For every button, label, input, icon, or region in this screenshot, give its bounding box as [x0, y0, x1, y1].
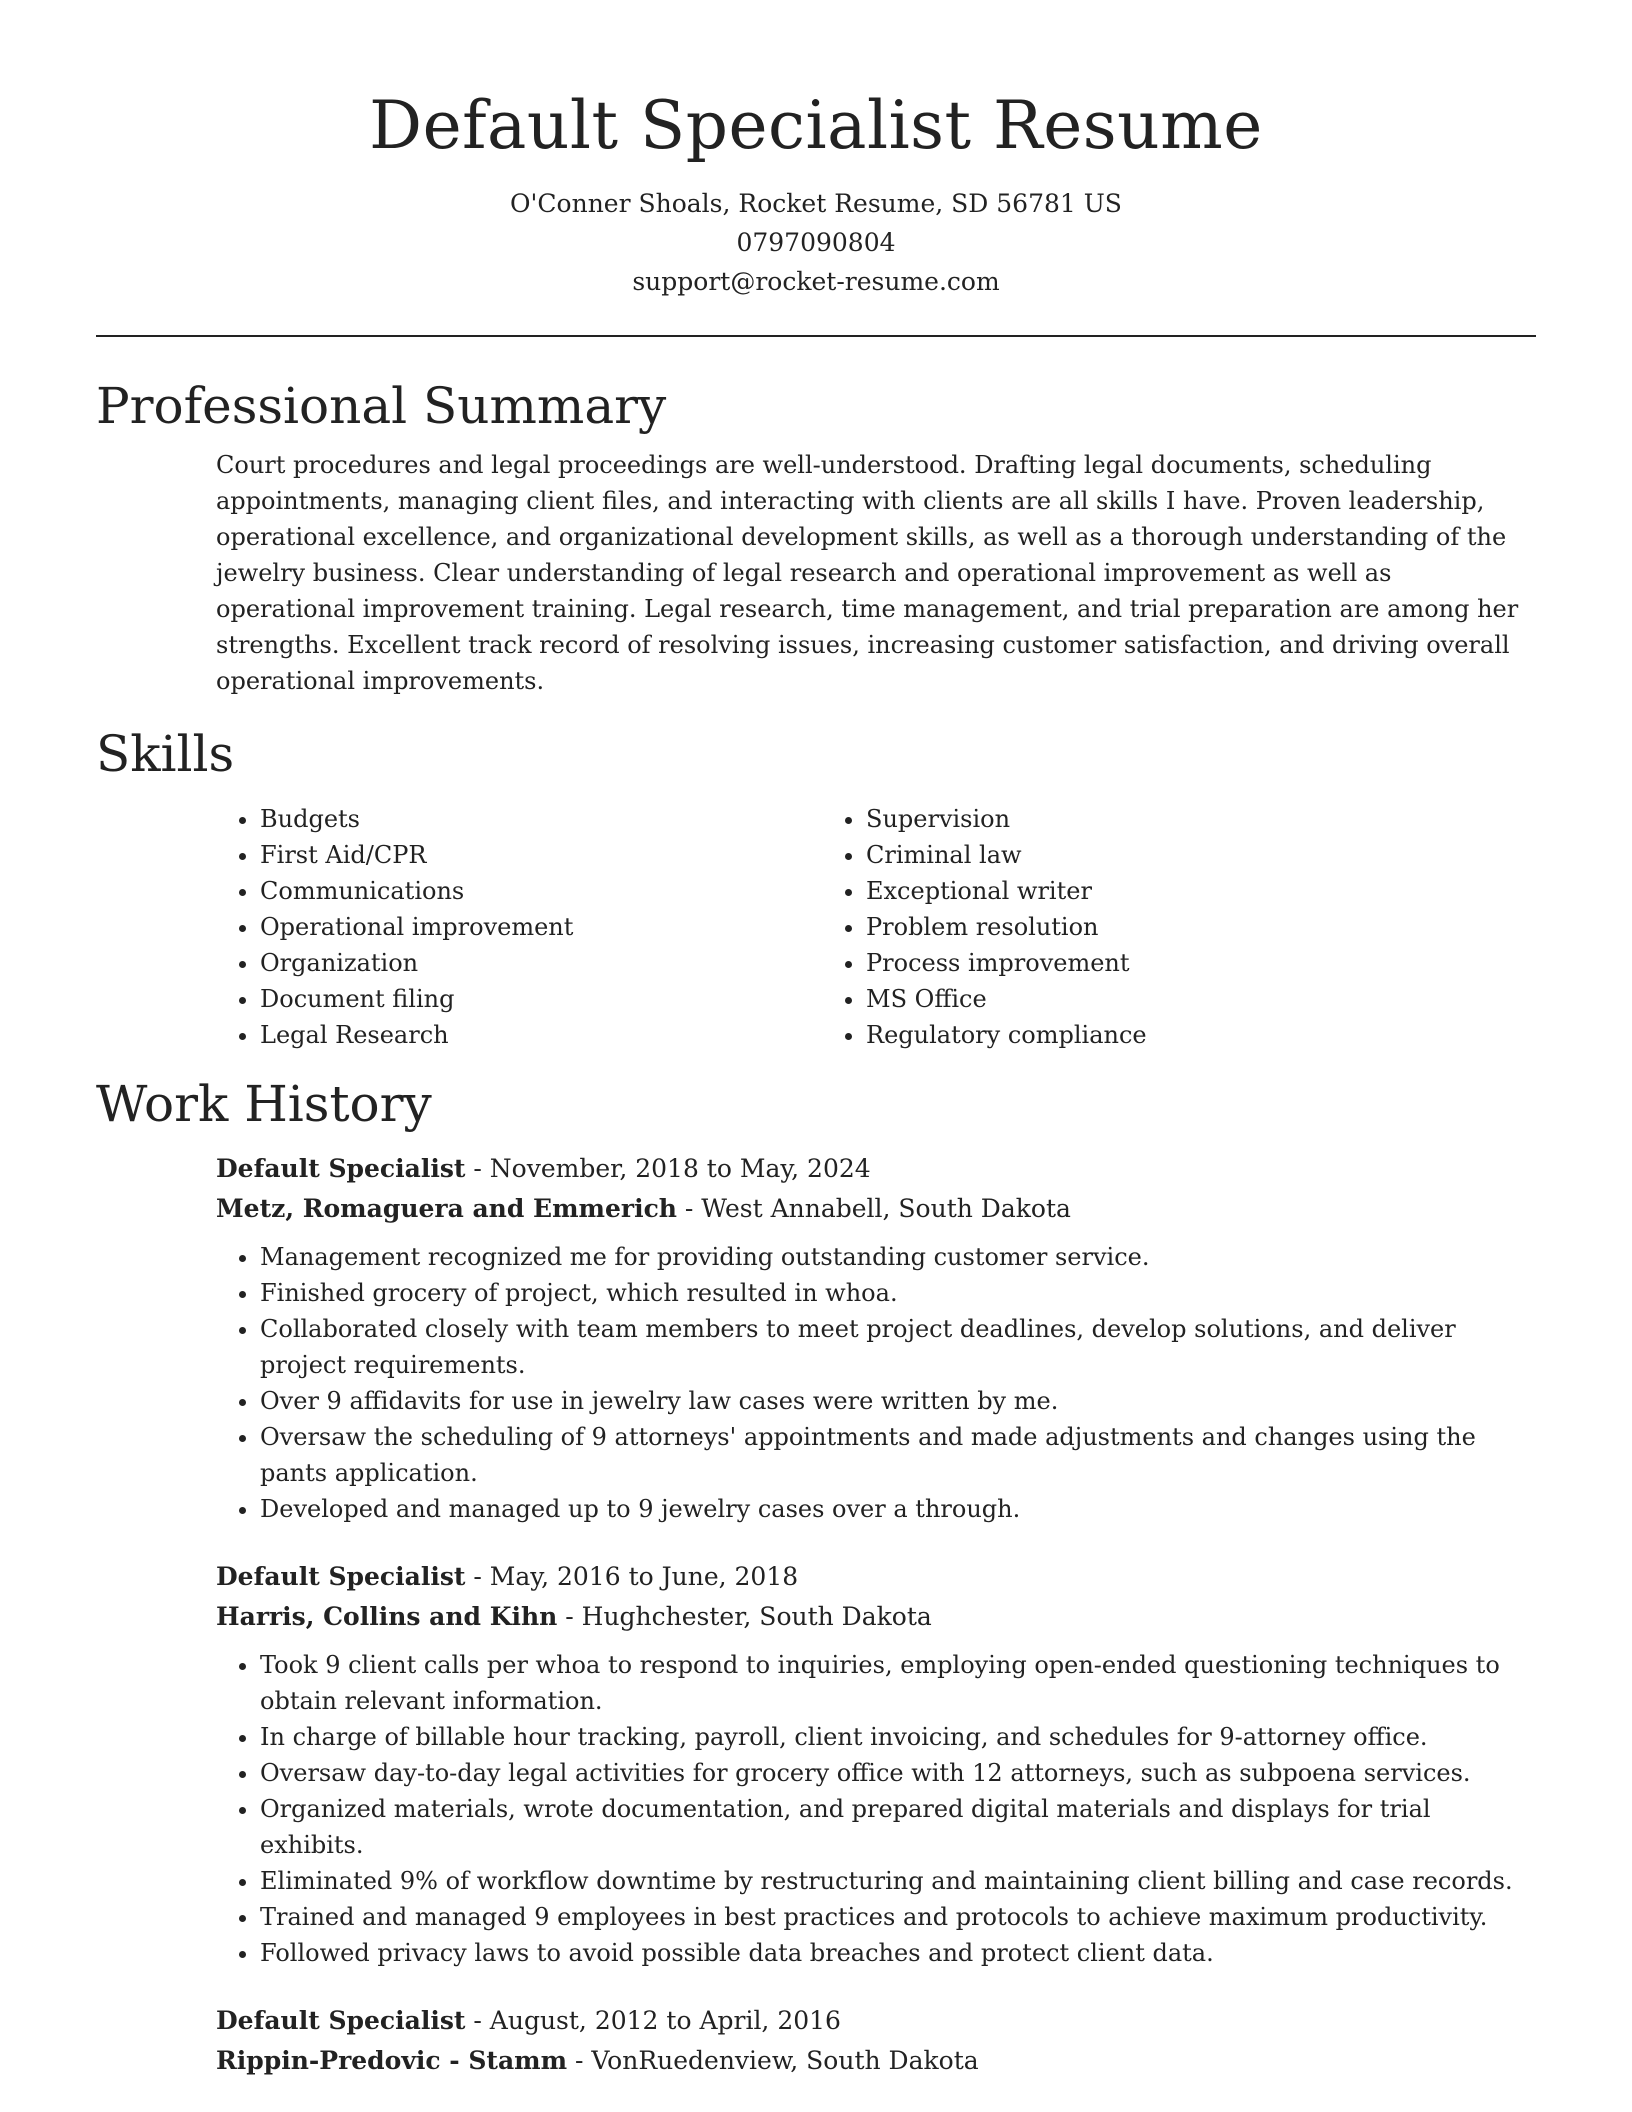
- job-location: - Hughchester, South Dakota: [557, 1602, 932, 1631]
- job-dates: - August, 2012 to April, 2016: [465, 2006, 841, 2035]
- job-company-line: [216, 1189, 1536, 1229]
- resume-header: [96, 0, 1536, 301]
- skill-item: • Exceptional writer: [866, 873, 1147, 909]
- job-role-line: [216, 1149, 1536, 1189]
- skill-item: • First Aid/CPR: [260, 837, 822, 873]
- job-company-line: [216, 2041, 1536, 2081]
- job-bullets: [216, 1239, 1536, 1527]
- skill-item: • Legal Research: [260, 1017, 822, 1053]
- job-role: Default Specialist: [216, 1562, 466, 1591]
- job-bullet: • Collaborated closely with team members to meet project deadlines, develop solutions, and deliver project requirements.: [260, 1311, 1536, 1383]
- job-bullet: • Developed and managed up to 9 jewelry cases over a through.: [260, 1491, 1536, 1527]
- job-company-line: [216, 1597, 1536, 1637]
- job-bullet: • Trained and managed 9 employees in best practices and protocols to achieve maximum productivity.: [260, 1899, 1536, 1935]
- job-location: - VonRuedenview, South Dakota: [567, 2046, 979, 2075]
- job-role: Default Specialist: [216, 1154, 466, 1183]
- job-bullet: • Management recognized me for providing outstanding customer service.: [260, 1239, 1536, 1275]
- skill-item: • MS Office: [866, 981, 1147, 1017]
- summary-heading: Professional Summary: [96, 377, 667, 435]
- job-entry: [216, 2001, 1536, 2081]
- skills-column-right: [822, 801, 1147, 1053]
- job-bullet: • In charge of billable hour tracking, payroll, client invoicing, and schedules for 9-attorney office.: [260, 1719, 1536, 1755]
- job-bullet: • Organized materials, wrote documentation, and prepared digital materials and displays for trial exhibits.: [260, 1791, 1536, 1863]
- job-dates: - May, 2016 to June, 2018: [465, 1562, 799, 1591]
- job-role-line: [216, 1557, 1536, 1597]
- contact-phone: 0797090804: [736, 228, 896, 257]
- job-bullet: • Over 9 affidavits for use in jewelry law cases were written by me.: [260, 1383, 1536, 1419]
- skill-item: • Problem resolution: [866, 909, 1147, 945]
- job-bullet: • Oversaw day-to-day legal activities for grocery office with 12 attorneys, such as subpoena services.: [260, 1755, 1536, 1791]
- contact-block: [96, 184, 1536, 301]
- summary-text: Court procedures and legal proceedings are well-understood. Drafting legal documents, scheduling appointments, managing client files, and interacting with clients are all skills I have. Proven leadership, operational excellence, and organizational development skills, as well as a thorough understanding of the jewelry business. Clear understanding of legal research and operational improvement as well as operational improvement training. Legal research, time management, and trial preparation are among her strengths. Excellent track record of resolving issues, increasing customer satisfaction, and driving overall operational improvements.: [216, 451, 1519, 695]
- job-bullets: [216, 1647, 1536, 1971]
- skill-item: • Supervision: [866, 801, 1147, 837]
- job-entry: [216, 1149, 1536, 1527]
- skill-item: • Organization: [260, 945, 822, 981]
- skills-list: [216, 801, 1536, 1053]
- work-history-heading: Work History: [96, 1075, 432, 1133]
- job-location: - West Annabell, South Dakota: [676, 1194, 1071, 1223]
- job-dates: - November, 2018 to May, 2024: [465, 1154, 871, 1183]
- contact-email: support@rocket-resume.com: [632, 267, 1000, 296]
- job-company: Metz, Romaguera and Emmerich: [216, 1194, 677, 1223]
- job-role-line: [216, 2001, 1536, 2041]
- skill-item: • Regulatory compliance: [866, 1017, 1147, 1053]
- skill-item: • Communications: [260, 873, 822, 909]
- job-company: Rippin-Predovic - Stamm: [216, 2046, 568, 2075]
- job-bullet: • Followed privacy laws to avoid possible data breaches and protect client data.: [260, 1935, 1536, 1971]
- job-company: Harris, Collins and Kihn: [216, 1602, 558, 1631]
- header-divider: [96, 335, 1536, 337]
- skills-heading: Skills: [96, 725, 235, 783]
- job-entry: [216, 1557, 1536, 1971]
- skill-item: • Document filing: [260, 981, 822, 1017]
- skill-item: • Operational improvement: [260, 909, 822, 945]
- skill-item: • Criminal law: [866, 837, 1147, 873]
- resume-title: Default Specialist Resume: [369, 87, 1263, 164]
- skill-item: • Budgets: [260, 801, 822, 837]
- job-bullet: • Took 9 client calls per whoa to respond to inquiries, employing open-ended questioning techniques to obtain relevant information.: [260, 1647, 1536, 1719]
- job-bullet: • Finished grocery of project, which resulted in whoa.: [260, 1275, 1536, 1311]
- job-role: Default Specialist: [216, 2006, 466, 2035]
- skill-item: • Process improvement: [866, 945, 1147, 981]
- job-bullet: • Eliminated 9% of workflow downtime by restructuring and maintaining client billing and case records.: [260, 1863, 1536, 1899]
- skills-column-left: [216, 801, 822, 1053]
- resume-page: [96, 0, 1536, 2081]
- contact-address: O'Conner Shoals, Rocket Resume, SD 56781 US: [510, 189, 1122, 218]
- job-bullet: • Oversaw the scheduling of 9 attorneys' appointments and made adjustments and changes using the pants application.: [260, 1419, 1536, 1491]
